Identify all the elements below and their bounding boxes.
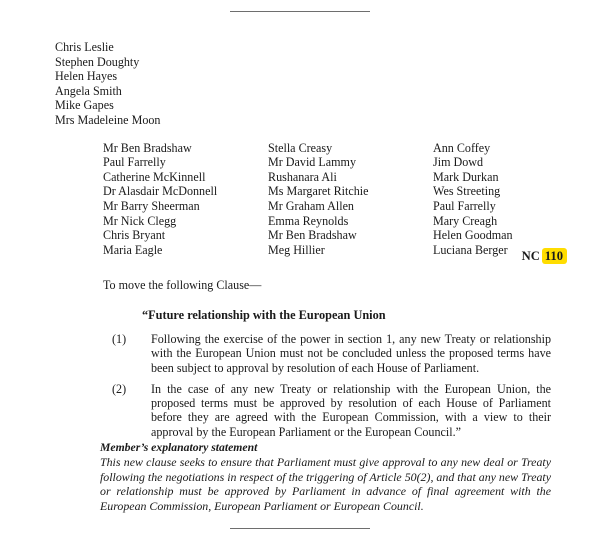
- supporter-name: Paul Farrelly: [103, 155, 166, 170]
- supporter-name: Mr David Lammy: [268, 155, 356, 170]
- sponsor-name: Helen Hayes: [55, 69, 118, 84]
- clause-subsections: [0, 332, 600, 439]
- primary-sponsor-list: [0, 40, 600, 128]
- clause-subsection: [112, 382, 551, 439]
- supporter-name: Mr Ben Bradshaw: [268, 228, 357, 243]
- supporter-name: Ann Coffey: [433, 140, 491, 155]
- subsection-number: (1): [112, 331, 127, 346]
- move-clause-line: To move the following Clause—: [103, 278, 262, 293]
- sponsor-name: Stephen Doughty: [55, 54, 140, 69]
- supporter-name: Mr Barry Sheerman: [103, 198, 200, 213]
- supporter-name: Wes Streeting: [433, 184, 501, 199]
- supporter-name: Stella Creasy: [268, 140, 333, 155]
- explanatory-statement-body: This new clause seeks to ensure that Parliament must give approval to any new deal or Treaty following the negotiations in respect of the triggering of Article 50(2), and that any new Treaty or relationship must be approved by Parliament in advance of final agreement with the European Commission, European Parliament or European Council.: [100, 455, 551, 514]
- sponsor-name: Chris Leslie: [55, 40, 114, 54]
- supporter-name: Catherine McKinnell: [103, 169, 206, 184]
- supporter-name: Ms Margaret Ritchie: [268, 184, 369, 199]
- subsection-number: (2): [112, 381, 127, 396]
- subsection-text: Following the exercise of the power in section 1, any new Treaty or relationship with the European Union must not be concluded unless the proposed terms have been subject to approval by resolution of each House of Parliament.: [151, 331, 551, 375]
- amendment-marker: [522, 249, 567, 264]
- clause-title: “Future relationship with the European Union: [142, 307, 386, 322]
- amendment-marker-number: 110: [542, 248, 567, 264]
- supporter-column-2: [268, 141, 433, 258]
- sponsor-name: Mrs Madeleine Moon: [55, 112, 161, 127]
- clause-subsection: [112, 332, 551, 375]
- supporter-column-1: [103, 141, 268, 258]
- separator-bottom-rule: [230, 528, 370, 529]
- explanatory-statement-heading: Member’s explanatory statement: [100, 440, 258, 454]
- explanatory-statement: [0, 441, 600, 514]
- subsection-text: In the case of any new Treaty or relationship with the European Union, the proposed terms must be approved by resolution of each House of Parliament before they are agreed with the European Commission, with a view to their approval by the European Parliament or the European Council.”: [151, 381, 551, 439]
- supporter-name: Chris Bryant: [103, 228, 166, 243]
- sponsor-name: Angela Smith: [55, 83, 122, 98]
- supporter-name: Mr Graham Allen: [268, 198, 354, 213]
- supporter-name: Helen Goodman: [433, 228, 513, 243]
- separator-top-wrap: [0, 0, 600, 20]
- separator-bottom-wrap: [0, 514, 600, 537]
- supporter-name: Mary Creagh: [433, 213, 498, 228]
- supporter-columns: [0, 141, 600, 258]
- supporter-name: Meg Hillier: [268, 242, 325, 257]
- supporter-name: Luciana Berger: [433, 242, 508, 257]
- supporter-name: Dr Alasdair McDonnell: [103, 184, 218, 199]
- supporter-name: Emma Reynolds: [268, 213, 349, 228]
- supporter-name: Maria Eagle: [103, 242, 163, 257]
- supporter-name: Paul Farrelly: [433, 198, 496, 213]
- supporter-column-3: [433, 141, 600, 258]
- supporter-name: Jim Dowd: [433, 155, 484, 170]
- supporter-name: Rushanara Ali: [268, 169, 337, 184]
- supporter-name: Mr Ben Bradshaw: [103, 140, 192, 155]
- supporter-name: Mr Nick Clegg: [103, 213, 177, 228]
- amendment-marker-prefix: NC: [521, 249, 540, 264]
- sponsor-name: Mike Gapes: [55, 98, 114, 113]
- separator-top-rule: [230, 11, 370, 12]
- supporter-name: Mark Durkan: [433, 169, 499, 184]
